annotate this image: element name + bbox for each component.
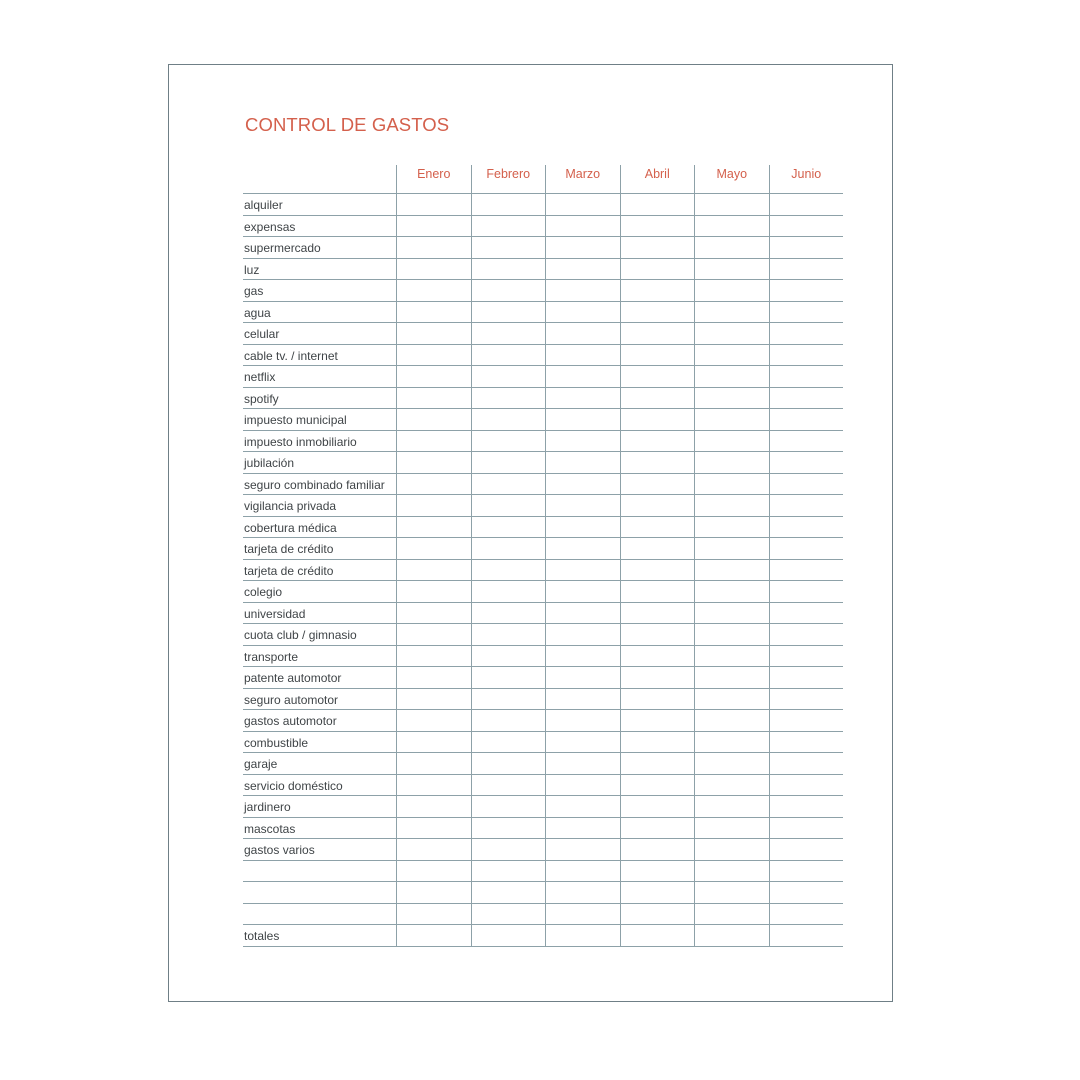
table-cell[interactable]: [471, 732, 546, 754]
table-cell[interactable]: [545, 732, 620, 754]
row-label: cable tv. / internet: [244, 348, 338, 363]
table-cell[interactable]: [620, 861, 695, 883]
table-row: [243, 710, 843, 732]
table-row: [243, 904, 843, 926]
table-cell[interactable]: [769, 431, 844, 453]
table-cell[interactable]: [694, 431, 769, 453]
table-cell[interactable]: [545, 452, 620, 474]
table-cell[interactable]: [694, 495, 769, 517]
table-cell[interactable]: [769, 216, 844, 238]
table-body: [243, 194, 843, 947]
table-cell[interactable]: [694, 517, 769, 539]
table-cell[interactable]: [769, 753, 844, 775]
table-row: [243, 861, 843, 883]
table-cell[interactable]: [471, 366, 546, 388]
table-cell[interactable]: [694, 624, 769, 646]
table-cell[interactable]: [694, 474, 769, 496]
row-label: supermercado: [244, 241, 321, 255]
table-cell[interactable]: [471, 194, 546, 216]
table-row: [243, 237, 843, 259]
table-cell[interactable]: [694, 732, 769, 754]
table-cell[interactable]: [471, 775, 546, 797]
table-cell[interactable]: [545, 624, 620, 646]
row-label: gas: [244, 284, 264, 298]
table-cell[interactable]: [694, 710, 769, 732]
table-row: [243, 280, 843, 302]
table-cell[interactable]: [396, 861, 471, 883]
row-label: jardinero: [244, 800, 291, 814]
table-row: [243, 538, 843, 560]
table-cell[interactable]: [545, 925, 620, 947]
table-cell[interactable]: [471, 667, 546, 689]
table-cell[interactable]: [396, 560, 471, 582]
table-cell[interactable]: [396, 323, 471, 345]
table-cell[interactable]: [471, 259, 546, 281]
table-cell[interactable]: [620, 581, 695, 603]
row-label: garaje: [244, 757, 278, 771]
table-cell[interactable]: [769, 323, 844, 345]
table-row: [243, 646, 843, 668]
table-cell[interactable]: [545, 366, 620, 388]
row-label: seguro combinado familiar: [244, 477, 385, 492]
row-label: transporte: [244, 649, 299, 664]
table-cell[interactable]: [545, 689, 620, 711]
table-cell[interactable]: [620, 624, 695, 646]
row-label: spotify: [244, 391, 279, 406]
table-cell[interactable]: [471, 495, 546, 517]
table-cell[interactable]: [769, 796, 844, 818]
table-cell[interactable]: [471, 839, 546, 861]
table-cell[interactable]: [620, 517, 695, 539]
table-row: [243, 495, 843, 517]
row-label: combustible: [244, 735, 309, 750]
table-row: [243, 302, 843, 324]
column-header-febrero: Febrero: [471, 165, 546, 193]
table-cell[interactable]: [620, 710, 695, 732]
column-header-enero: Enero: [396, 165, 471, 193]
table-cell[interactable]: [396, 839, 471, 861]
table-cell[interactable]: [396, 646, 471, 668]
table-cell[interactable]: [769, 409, 844, 431]
table-cell[interactable]: [545, 474, 620, 496]
table-cell[interactable]: [396, 904, 471, 926]
table-cell[interactable]: [396, 431, 471, 453]
table-cell[interactable]: [620, 194, 695, 216]
row-label: alquiler: [244, 198, 283, 212]
table-cell[interactable]: [694, 538, 769, 560]
table-cell[interactable]: [694, 904, 769, 926]
table-cell[interactable]: [396, 624, 471, 646]
table-row: [243, 452, 843, 474]
table-row: [243, 818, 843, 840]
table-cell[interactable]: [545, 259, 620, 281]
table-cell[interactable]: [471, 818, 546, 840]
table-cell[interactable]: [396, 818, 471, 840]
table-cell[interactable]: [471, 796, 546, 818]
table-row: [243, 388, 843, 410]
table-cell[interactable]: [769, 904, 844, 926]
table-cell[interactable]: [620, 732, 695, 754]
table-cell[interactable]: [769, 646, 844, 668]
table-cell[interactable]: [769, 280, 844, 302]
table-cell[interactable]: [620, 538, 695, 560]
table-cell[interactable]: [396, 495, 471, 517]
table-row: [243, 775, 843, 797]
table-cell[interactable]: [620, 345, 695, 367]
table-cell[interactable]: [769, 302, 844, 324]
table-cell[interactable]: [545, 495, 620, 517]
table-cell[interactable]: [396, 517, 471, 539]
table-cell[interactable]: [694, 237, 769, 259]
table-cell[interactable]: [769, 452, 844, 474]
table-cell[interactable]: [694, 646, 769, 668]
table-cell[interactable]: [620, 904, 695, 926]
table-cell[interactable]: [769, 517, 844, 539]
table-row: [243, 839, 843, 861]
table-cell[interactable]: [620, 839, 695, 861]
table-cell[interactable]: [471, 409, 546, 431]
table-cell[interactable]: [694, 581, 769, 603]
table-cell[interactable]: [620, 689, 695, 711]
table-row: [243, 732, 843, 754]
table-row: [243, 366, 843, 388]
table-cell[interactable]: [545, 431, 620, 453]
table-cell[interactable]: [769, 882, 844, 904]
table-cell[interactable]: [396, 538, 471, 560]
table-cell[interactable]: [545, 237, 620, 259]
table-cell[interactable]: [620, 323, 695, 345]
table-cell[interactable]: [545, 710, 620, 732]
table-cell[interactable]: [396, 194, 471, 216]
table-cell[interactable]: [471, 431, 546, 453]
table-cell[interactable]: [620, 818, 695, 840]
table-cell[interactable]: [396, 452, 471, 474]
table-cell[interactable]: [396, 366, 471, 388]
row-label: agua: [244, 305, 271, 320]
table-cell[interactable]: [620, 237, 695, 259]
row-label: cuota club / gimnasio: [244, 628, 357, 642]
table-cell[interactable]: [545, 882, 620, 904]
row-label: jubilación: [244, 456, 295, 470]
table-cell[interactable]: [396, 237, 471, 259]
row-label: gastos automotor: [244, 714, 337, 728]
table-cell[interactable]: [694, 216, 769, 238]
table-cell[interactable]: [620, 452, 695, 474]
table-cell[interactable]: [396, 775, 471, 797]
table-cell[interactable]: [769, 194, 844, 216]
table-cell[interactable]: [769, 775, 844, 797]
table-cell[interactable]: [769, 667, 844, 689]
table-cell[interactable]: [396, 474, 471, 496]
table-row: [243, 882, 843, 904]
table-cell[interactable]: [769, 732, 844, 754]
table-cell[interactable]: [620, 259, 695, 281]
table-cell[interactable]: [694, 388, 769, 410]
table-cell[interactable]: [471, 538, 546, 560]
table-cell[interactable]: [471, 882, 546, 904]
table-cell[interactable]: [694, 194, 769, 216]
table-cell[interactable]: [471, 689, 546, 711]
table-row: [243, 194, 843, 216]
table-cell[interactable]: [471, 302, 546, 324]
table-cell[interactable]: [545, 302, 620, 324]
table-cell[interactable]: [471, 388, 546, 410]
table-cell[interactable]: [769, 689, 844, 711]
table-cell[interactable]: [694, 259, 769, 281]
table-cell[interactable]: [694, 861, 769, 883]
table-cell[interactable]: [471, 753, 546, 775]
table-cell[interactable]: [396, 603, 471, 625]
table-cell[interactable]: [471, 925, 546, 947]
table-row: [243, 474, 843, 496]
table-cell[interactable]: [694, 753, 769, 775]
table-cell[interactable]: [769, 345, 844, 367]
table-cell[interactable]: [620, 495, 695, 517]
table-cell[interactable]: [694, 302, 769, 324]
table-cell[interactable]: [694, 839, 769, 861]
table-cell[interactable]: [769, 603, 844, 625]
table-row: [243, 624, 843, 646]
table-row: [243, 689, 843, 711]
row-label: servicio doméstico: [244, 778, 343, 793]
table-cell[interactable]: [471, 581, 546, 603]
table-row: [243, 560, 843, 582]
table-cell[interactable]: [620, 409, 695, 431]
expense-sheet: [168, 64, 893, 1002]
table-cell[interactable]: [396, 796, 471, 818]
row-label: mascotas: [244, 821, 296, 836]
row-label: colegio: [244, 585, 283, 599]
table-cell[interactable]: [471, 560, 546, 582]
table-cell[interactable]: [620, 775, 695, 797]
table-cell[interactable]: [471, 216, 546, 238]
table-row: [243, 796, 843, 818]
row-label: universidad: [244, 606, 306, 621]
table-header: [243, 165, 843, 194]
table-row: [243, 323, 843, 345]
table-cell[interactable]: [396, 259, 471, 281]
table-cell[interactable]: [769, 538, 844, 560]
column-header-marzo: Marzo: [545, 165, 620, 193]
table-cell[interactable]: [471, 861, 546, 883]
table-cell[interactable]: [620, 603, 695, 625]
table-cell[interactable]: [396, 216, 471, 238]
table-cell[interactable]: [396, 732, 471, 754]
table-cell[interactable]: [545, 560, 620, 582]
row-label: vigilancia privada: [244, 499, 337, 513]
row-label: patente automotor: [244, 671, 342, 685]
table-row: [243, 431, 843, 453]
table-cell[interactable]: [769, 925, 844, 947]
table-row: [243, 517, 843, 539]
table-cell[interactable]: [620, 796, 695, 818]
row-label: cobertura médica: [244, 520, 337, 535]
table-cell[interactable]: [620, 366, 695, 388]
table-cell[interactable]: [769, 237, 844, 259]
table-cell[interactable]: [769, 560, 844, 582]
table-cell[interactable]: [471, 237, 546, 259]
table-cell[interactable]: [545, 345, 620, 367]
table-cell[interactable]: [769, 366, 844, 388]
table-cell[interactable]: [769, 818, 844, 840]
table-cell[interactable]: [471, 345, 546, 367]
table-cell[interactable]: [545, 796, 620, 818]
table-cell[interactable]: [545, 775, 620, 797]
table-cell[interactable]: [396, 388, 471, 410]
table-cell[interactable]: [471, 646, 546, 668]
table-cell[interactable]: [620, 925, 695, 947]
table-cell[interactable]: [545, 753, 620, 775]
table-cell[interactable]: [545, 667, 620, 689]
table-cell[interactable]: [471, 624, 546, 646]
table-cell[interactable]: [769, 839, 844, 861]
table-cell[interactable]: [545, 388, 620, 410]
table-cell[interactable]: [769, 710, 844, 732]
table-cell[interactable]: [620, 667, 695, 689]
page-title: CONTROL DE GASTOS: [245, 114, 450, 135]
table-cell[interactable]: [694, 323, 769, 345]
row-label: totales: [244, 929, 280, 943]
table-row: [243, 259, 843, 281]
table-cell[interactable]: [620, 431, 695, 453]
table-cell[interactable]: [396, 409, 471, 431]
table-cell[interactable]: [545, 280, 620, 302]
table-cell[interactable]: [396, 925, 471, 947]
table-cell[interactable]: [694, 603, 769, 625]
table-cell[interactable]: [620, 474, 695, 496]
table-cell[interactable]: [545, 194, 620, 216]
table-cell[interactable]: [396, 689, 471, 711]
row-label: tarjeta de crédito: [244, 563, 334, 578]
table-cell[interactable]: [396, 345, 471, 367]
table-cell[interactable]: [545, 409, 620, 431]
row-label: celular: [244, 327, 280, 341]
table-cell[interactable]: [620, 388, 695, 410]
table-row: [243, 667, 843, 689]
table-cell[interactable]: [545, 517, 620, 539]
table-cell[interactable]: [471, 904, 546, 926]
table-cell[interactable]: [694, 280, 769, 302]
table-cell[interactable]: [694, 689, 769, 711]
table-row: [243, 925, 843, 947]
table-cell[interactable]: [769, 581, 844, 603]
table-row: [243, 216, 843, 238]
table-cell[interactable]: [471, 603, 546, 625]
row-label: gastos varios: [244, 843, 315, 857]
table-cell[interactable]: [471, 323, 546, 345]
table-cell[interactable]: [620, 302, 695, 324]
table-cell[interactable]: [769, 624, 844, 646]
row-label: luz: [244, 262, 260, 277]
table-cell[interactable]: [694, 775, 769, 797]
row-label: expensas: [244, 219, 296, 234]
table-row: [243, 753, 843, 775]
table-cell[interactable]: [769, 495, 844, 517]
row-label: seguro automotor: [244, 692, 339, 707]
table-row: [243, 603, 843, 625]
expense-table: [243, 165, 843, 947]
table-cell[interactable]: [471, 517, 546, 539]
table-cell[interactable]: [396, 882, 471, 904]
table-cell[interactable]: [694, 452, 769, 474]
column-header-mayo: Mayo: [694, 165, 769, 193]
table-cell[interactable]: [694, 882, 769, 904]
table-cell[interactable]: [694, 366, 769, 388]
table-cell[interactable]: [396, 667, 471, 689]
table-row: [243, 345, 843, 367]
table-cell[interactable]: [769, 388, 844, 410]
row-label: tarjeta de crédito: [244, 542, 334, 556]
table-cell[interactable]: [396, 302, 471, 324]
table-cell[interactable]: [620, 216, 695, 238]
table-cell[interactable]: [620, 882, 695, 904]
table-cell[interactable]: [396, 280, 471, 302]
table-cell[interactable]: [545, 538, 620, 560]
table-cell[interactable]: [694, 409, 769, 431]
table-cell[interactable]: [620, 280, 695, 302]
table-cell[interactable]: [545, 839, 620, 861]
table-cell[interactable]: [545, 323, 620, 345]
table-cell[interactable]: [545, 603, 620, 625]
table-cell[interactable]: [620, 560, 695, 582]
table-cell[interactable]: [396, 581, 471, 603]
table-cell[interactable]: [620, 646, 695, 668]
table-cell[interactable]: [471, 710, 546, 732]
table-cell[interactable]: [545, 216, 620, 238]
table-cell[interactable]: [769, 474, 844, 496]
table-cell[interactable]: [396, 753, 471, 775]
table-cell[interactable]: [396, 710, 471, 732]
table-cell[interactable]: [769, 861, 844, 883]
table-cell[interactable]: [694, 667, 769, 689]
table-cell[interactable]: [769, 259, 844, 281]
column-header-junio: Junio: [769, 165, 844, 193]
row-label: impuesto inmobiliario: [244, 434, 357, 449]
table-cell[interactable]: [545, 646, 620, 668]
table-cell[interactable]: [471, 452, 546, 474]
table-cell[interactable]: [694, 818, 769, 840]
table-row: [243, 581, 843, 603]
table-cell[interactable]: [694, 560, 769, 582]
table-row: [243, 409, 843, 431]
table-cell[interactable]: [545, 581, 620, 603]
table-cell[interactable]: [694, 345, 769, 367]
row-label: impuesto municipal: [244, 413, 347, 427]
column-header-abril: Abril: [620, 165, 695, 193]
row-label: netflix: [244, 370, 276, 384]
table-cell[interactable]: [694, 796, 769, 818]
table-cell[interactable]: [694, 925, 769, 947]
table-cell[interactable]: [545, 904, 620, 926]
table-cell[interactable]: [545, 818, 620, 840]
table-cell[interactable]: [620, 753, 695, 775]
table-cell[interactable]: [545, 861, 620, 883]
table-cell[interactable]: [471, 280, 546, 302]
table-cell[interactable]: [471, 474, 546, 496]
